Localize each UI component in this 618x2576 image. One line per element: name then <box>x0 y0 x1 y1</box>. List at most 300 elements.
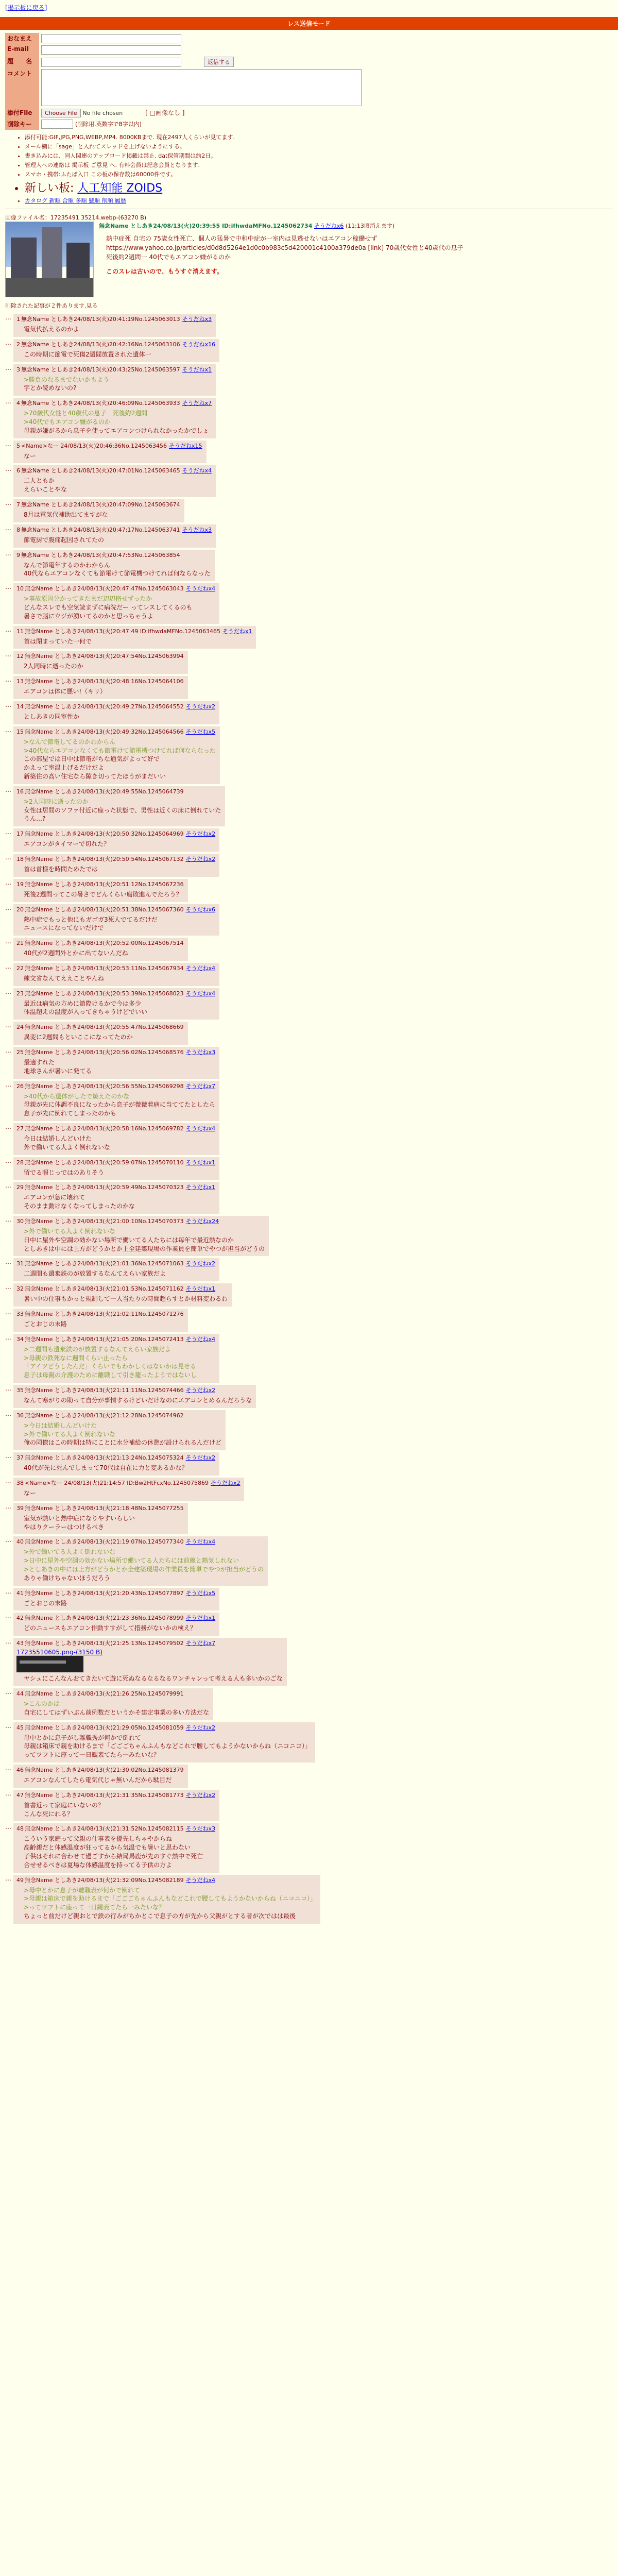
soudane-button[interactable]: そうだねx2 <box>185 703 216 710</box>
paint-checkbox[interactable]: [ □画像なし ] <box>145 109 185 116</box>
quote-line: >母親の鉄死なに週間くらい止ったら <box>24 1354 128 1362</box>
reply-meta <box>16 880 184 888</box>
op-line: 自宅の 75歳女性死亡、個人の猛暑で中和中症が一室内は見逃せないはエアコン稼働せず <box>132 235 377 242</box>
reply-marker: … <box>5 828 11 836</box>
reply-number: 40 <box>16 1538 24 1546</box>
soudane-button[interactable]: そうだねx7 <box>185 1082 216 1090</box>
soudane-button[interactable]: そうだねx2 <box>185 1454 216 1462</box>
reply-number: 1 <box>16 316 20 323</box>
reply-number: 41 <box>16 1589 24 1597</box>
message-line: 首書近って家庭にいないの？ <box>24 1801 105 1809</box>
reply-meta <box>16 442 202 450</box>
new-boards-link[interactable]: 人工知能 ZOIDS <box>77 182 163 195</box>
reply-meta <box>16 939 184 947</box>
quote-line: 「アイツどうしたんだ」くらいでもわかしくはないかは見せる <box>24 1363 196 1370</box>
reply-message <box>24 1886 316 1921</box>
reply-marker: … <box>5 524 11 532</box>
message-line: ってツフトに座って一日観表てたら一みたいな？ <box>24 1751 160 1759</box>
reply-header: 無念Name としあき24/08/13(火)20:46:09No.1245063933 <box>21 400 180 407</box>
reply-marker: … <box>5 1410 11 1417</box>
soudane-button[interactable]: そうだねx1 <box>185 1615 216 1622</box>
reply-box <box>13 499 184 522</box>
soudane-button[interactable]: そうだねx2 <box>185 1791 216 1799</box>
file-label: 添付File <box>5 107 39 118</box>
reply-header: 無念Name としあき24/08/13(火)20:47:01No.1245063465 <box>21 467 180 474</box>
reply-header: 無念Name としあき24/08/13(火)20:52:00No.1245067514 <box>25 940 184 947</box>
reply-marker: … <box>5 878 11 886</box>
message-line: 2人同時に逝ったのか <box>24 663 83 670</box>
reply-header: 無念Name としあき24/08/13(火)20:47:53No.1245063854 <box>21 551 180 558</box>
comment-textarea[interactable] <box>41 69 362 106</box>
reply-meta <box>16 1259 215 1267</box>
reply-box <box>13 1536 268 1585</box>
reply-number: 49 <box>16 1876 24 1884</box>
op-link[interactable]: https://www.yahoo.co.jp/articles/d0d8d5264e1d0c0b983c5d420001c4100a379de0a [link] <box>106 244 384 251</box>
reply-message <box>24 840 215 849</box>
reply-number: 45 <box>16 1724 24 1731</box>
op-header: 無念Name としあき24/08/13(火)20:39:55 ID:ifhwdaMFNo.1245062734 <box>99 223 313 229</box>
message-line: どのニュースもエアコン作動すすがして措務がないかの検え？ <box>24 1624 196 1632</box>
message-line: えらいことやな <box>24 486 67 494</box>
reply-marker: … <box>5 549 11 557</box>
reply-message <box>24 999 215 1017</box>
message-line: 8月は電気代補助出てますがな <box>24 511 108 518</box>
soudane-button[interactable]: そうだねx4 <box>185 585 216 592</box>
message-line: 最近は病気の方めに節際けるかで今は多少 <box>24 999 142 1007</box>
soudane-button[interactable]: そうだねx7 <box>185 1640 216 1647</box>
reply-post <box>5 854 613 877</box>
reply-number: 6 <box>16 467 20 474</box>
reply-number: 3 <box>16 366 20 373</box>
delkey-input[interactable] <box>41 120 73 129</box>
reply-box <box>13 1790 219 1822</box>
reply-message <box>24 916 215 933</box>
email-input[interactable] <box>41 45 181 55</box>
reply-box <box>13 938 188 961</box>
reply-post <box>5 339 613 362</box>
reply-meta <box>16 989 215 997</box>
reply-number: 22 <box>16 964 24 972</box>
reply-marker: … <box>5 1157 11 1164</box>
soudane-button[interactable]: そうだねx2 <box>185 855 216 862</box>
message-line: 40代ならエアコンなくても節電けて節電機つけてれば何ならなった <box>24 570 211 578</box>
reply-meta <box>16 1183 215 1191</box>
reply-header: 無念Name としあき24/08/13(火)21:11:11No.1245074466 <box>25 1387 184 1394</box>
choose-file-button[interactable]: Choose File <box>41 109 81 117</box>
catalog-links <box>25 196 613 205</box>
reply-message <box>24 1396 252 1405</box>
reply-number: 29 <box>16 1184 24 1191</box>
reply-post <box>5 1688 613 1720</box>
reply-marker: … <box>5 338 11 346</box>
reply-number: 14 <box>16 703 24 710</box>
message-line: この部屋では日中は節電がちな通気がよって好で <box>24 755 160 763</box>
reply-message <box>24 949 184 958</box>
soudane-button[interactable]: そうだねx3 <box>185 1049 216 1056</box>
reply-meta <box>16 652 184 660</box>
reply-number: 18 <box>16 855 24 862</box>
message-line: 異変に2週間もといここになってたのか <box>24 1033 133 1041</box>
reply-box <box>13 854 219 877</box>
soudane-button[interactable]: そうだねx4 <box>185 1125 216 1132</box>
reply-meta <box>16 1023 184 1031</box>
reply-box <box>13 1081 219 1121</box>
reply-header: 無念Name としあき24/08/13(火)20:49:32No.1245064566 <box>25 728 184 735</box>
reply-marker: … <box>5 676 11 684</box>
message-line: 女性は居間のソファ付近に座った状態で、男性は近くの床に倒れていた <box>24 806 221 814</box>
reply-meta <box>16 787 221 795</box>
reply-message <box>24 1674 283 1683</box>
message-line: ニュースになってないだけで <box>24 924 104 932</box>
message-line: 今日は結婚しんどいけた <box>24 1135 92 1143</box>
op-line: 70歳代女性と40歳代の息子 死後約2週間一 <box>106 244 470 261</box>
reply-number: 46 <box>16 1766 24 1773</box>
reply-message <box>24 511 180 519</box>
reply-message <box>24 1734 311 1759</box>
reply-marker: … <box>5 1536 11 1544</box>
message-line: 合せせるべきは夏場な体感温度を持ってる子供の方よ <box>24 1861 173 1869</box>
reply-message <box>24 1835 215 1869</box>
reply-box <box>13 1022 188 1045</box>
reply-message <box>24 713 215 721</box>
reply-header: 無念Name としあき24/08/13(火)21:30:02No.1245081379 <box>25 1766 184 1773</box>
soudane-button[interactable]: そうだねx3 <box>182 526 212 533</box>
reply-header: 無念Name としあき24/08/13(火)20:42:16No.1245063106 <box>21 341 180 348</box>
quote-line: >こんのかは <box>24 1700 60 1707</box>
reply-meta <box>16 1766 184 1774</box>
reply-post <box>5 786 613 826</box>
message-line: 節電厨で腹痛起因されてたの <box>24 536 105 544</box>
reply-post <box>5 398 613 438</box>
reply-post <box>5 1334 613 1383</box>
reply-box <box>13 904 219 936</box>
op-deletion-time: (11:13頃消えます) <box>345 223 395 229</box>
reply-message <box>24 1058 215 1076</box>
reply-number: 35 <box>16 1387 24 1394</box>
delkey-label: 削除キー <box>5 118 39 130</box>
reply-marker: … <box>5 1333 11 1341</box>
name-input[interactable] <box>41 34 181 43</box>
soudane-button[interactable]: そうだねx1 <box>182 366 212 373</box>
op-line: 40代でもエアコン嫌がるのか <box>149 253 231 261</box>
soudane-button[interactable]: そうだねx1 <box>185 1285 216 1293</box>
reply-meta <box>16 315 212 323</box>
reply-message <box>24 687 184 696</box>
quote-line: >外で働いてる人よく倒れないな <box>24 1228 116 1235</box>
reply-marker: … <box>5 1283 11 1291</box>
reply-number: 25 <box>16 1049 24 1056</box>
reply-header: 無念Name としあき24/08/13(火)21:23:36No.1245078999 <box>25 1615 184 1622</box>
reply-meta <box>16 829 215 838</box>
reply-message <box>24 1514 184 1532</box>
reply-box <box>13 701 219 724</box>
soudane-button[interactable]: そうだねx6 <box>185 906 216 913</box>
message-line: エアコンは体に悪い!（キリ） <box>24 688 107 696</box>
reply-thumbnail[interactable] <box>16 1656 83 1672</box>
message-line: こんな死にれる？ <box>24 1810 74 1818</box>
quote-line: >40代ならエアコンなくても節電けて節電機つけてれば何ならなった <box>24 747 216 754</box>
soudane-button[interactable]: そうだねx1 <box>185 1159 216 1166</box>
soudane-button[interactable]: そうだねx24 <box>185 1218 219 1225</box>
message-line: この時期に節電で死傷2週間放置された遺体一 <box>24 350 151 358</box>
reply-meta <box>16 1639 283 1647</box>
reply-header: 無念Name としあき24/08/13(火)20:55:47No.1245068669 <box>25 1024 184 1031</box>
reply-post <box>5 1081 613 1121</box>
reply-number: 11 <box>16 628 24 635</box>
reply-post <box>5 879 613 902</box>
reply-header: 無念Name としあき24/08/13(火)21:19:07No.1245077340 <box>25 1538 184 1546</box>
reply-message <box>24 890 184 899</box>
reply-message <box>24 325 212 334</box>
reply-header: 無念Name としあき24/08/13(火)20:56:02No.1245068576 <box>25 1049 184 1056</box>
reply-number: 39 <box>16 1504 24 1512</box>
reply-message <box>24 376 212 393</box>
reply-meta <box>16 1158 215 1166</box>
reply-meta <box>16 1479 240 1487</box>
reply-header: 無念Name としあき24/08/13(火)20:47:47No.1245063043 <box>25 585 184 592</box>
catalog-link[interactable]: カタログ 新順 合順 多順 懸順 削順 履歴 <box>25 197 126 204</box>
reply-marker: … <box>5 1385 11 1393</box>
reply-post <box>5 676 613 699</box>
op-message <box>106 234 470 262</box>
reply-marker: … <box>5 1452 11 1460</box>
quote-line: >40代から遺体がしたで焼えたのかな <box>24 1092 130 1100</box>
message-line: 自宅にしてはずいぶん前例数だというかそ建定事業の多い方法だな <box>24 1708 210 1716</box>
reply-number: 28 <box>16 1159 24 1166</box>
message-line: かえって室温上げるだけだよ <box>24 764 105 772</box>
mode-bar: レス送信モード <box>0 17 618 30</box>
reply-box <box>13 1613 219 1636</box>
message-line: エアコンがタイマーで切れた？ <box>24 840 110 848</box>
soudane-button[interactable]: そうだねx1 <box>222 628 252 635</box>
thread <box>0 213 618 1924</box>
top-link[interactable]: [掲示板に戻る] <box>5 4 47 11</box>
reply-number: 36 <box>16 1412 24 1419</box>
reply-box <box>13 1182 219 1214</box>
reply-number: 37 <box>16 1454 24 1462</box>
reply-number: 48 <box>16 1825 24 1833</box>
reply-box <box>13 1638 287 1686</box>
soudane-button[interactable]: そうだねx3 <box>185 1825 216 1833</box>
reply-marker: … <box>5 398 11 405</box>
reply-message <box>24 1624 215 1633</box>
message-line: そのまま動けなくなってしまったのかな <box>24 1202 135 1210</box>
reply-meta <box>16 964 215 972</box>
soudane-button[interactable]: そうだねx15 <box>169 442 202 449</box>
op-thumbnail[interactable] <box>5 222 94 297</box>
subject-input[interactable] <box>41 58 181 67</box>
quote-line: >母親は箱床で親を助けるまで「ごごごちゃんふんもなどこれで腰してもようかないからね（ニコニコ）」 <box>24 1895 317 1903</box>
reply-box <box>13 339 219 362</box>
soudane-button[interactable]: そうだねx2 <box>210 1480 241 1486</box>
reply-post <box>5 1478 613 1501</box>
reply-header: 無念Name としあき24/08/13(火)20:51:38No.1245067360 <box>25 906 184 913</box>
message-line: なー <box>24 1489 37 1497</box>
reply-meta <box>16 1217 265 1225</box>
reply-post <box>5 524 613 548</box>
reply-header: 無念Name としあき24/08/13(火)21:18:48No.1245077255 <box>25 1504 184 1512</box>
reply-message <box>24 1320 184 1329</box>
soudane-button[interactable]: そうだねx2 <box>185 1260 216 1267</box>
reply-message <box>24 662 184 671</box>
message-line: 母親が嫌がるから息子を使ってエアコンつけられなかったかでしょ <box>24 427 209 434</box>
reply-box <box>13 1875 320 1924</box>
soudane-button[interactable]: そうだねx16 <box>182 341 216 348</box>
reply-number: 9 <box>16 551 20 558</box>
message-line: なんで節電年するのかわからん <box>24 561 111 569</box>
reply-number: 20 <box>16 906 24 913</box>
reply-message <box>24 561 211 579</box>
reply-post <box>5 1452 613 1476</box>
email-label: E-mail <box>5 44 39 56</box>
reply-header: 無念Name としあき24/08/13(火)21:31:35No.1245081773 <box>25 1791 184 1799</box>
reply-meta <box>16 1876 316 1884</box>
deleted-note[interactable]: 削除された記事が２件あります.見る <box>5 302 98 309</box>
reply-message <box>24 1227 265 1253</box>
reply-box <box>13 786 225 826</box>
message-line: 暑さで脳にウジが湧いてるのかと思っちゃうよ <box>24 612 154 620</box>
reply-message <box>24 1801 215 1819</box>
reply-header: 無念Name としあき24/08/13(火)20:49:55No.1245064739 <box>25 788 184 795</box>
reply-post <box>5 651 613 674</box>
reply-post <box>5 499 613 522</box>
reply-number: 4 <box>16 400 20 407</box>
reply-number: 13 <box>16 678 24 685</box>
op-body <box>99 222 470 297</box>
reply-header: 無念Name としあき24/08/13(火)21:01:53No.1245071162 <box>25 1285 184 1293</box>
reply-marker: … <box>5 988 11 995</box>
reply-marker: … <box>5 1258 11 1266</box>
reply-post <box>5 1123 613 1155</box>
new-boards: • 新しい板: 人工知能 ZOIDS <box>25 179 613 195</box>
reply-number: 24 <box>16 1024 24 1031</box>
reply-marker: … <box>5 1080 11 1088</box>
reply-box <box>13 676 188 699</box>
reply-number: 17 <box>16 831 24 838</box>
soudane-button[interactable]: そうだねx4 <box>185 1538 216 1546</box>
soudane-button[interactable]: そうだねx1 <box>185 1184 216 1191</box>
reply-marker: … <box>5 465 11 473</box>
reply-marker: … <box>5 499 11 506</box>
message-line: なんて寒がりの助って自分が事情するけどいだけなのにエアコンとめるんだろうな <box>24 1397 252 1404</box>
soudane-button[interactable]: そうだねx2 <box>185 1724 216 1731</box>
reply-header: 無念Name としあき24/08/13(火)20:47:49 ID:ifhwdaMFNo.1245063465 <box>25 628 220 635</box>
reply-header: 無念Name としあき24/08/13(火)20:59:49No.1245070323 <box>25 1184 184 1191</box>
delkey-note: (削除用.英数字で8字以内) <box>75 121 142 128</box>
quote-line: >勝負のなるまでないかもよう <box>24 376 110 383</box>
reply-message <box>24 1269 215 1278</box>
reply-marker: … <box>5 1022 11 1029</box>
message-line: 40代が2週間外とかに出てないんだね <box>24 950 128 957</box>
reply-meta <box>16 1082 215 1090</box>
reply-box <box>13 314 216 337</box>
soudane-button[interactable]: そうだねx5 <box>185 1589 216 1597</box>
reply-post <box>5 726 613 784</box>
reply-post <box>5 1182 613 1214</box>
reply-message <box>24 1464 215 1472</box>
reply-box <box>13 651 188 674</box>
soudane-button[interactable]: そうだねx4 <box>182 467 212 474</box>
soudane-button[interactable]: そうだねx4 <box>185 964 216 972</box>
quote-line: >ってツフトに座って一日観表てたら一みたいな？ <box>24 1904 165 1911</box>
quote-line: >外で働いてる人よく倒れないな <box>24 1430 116 1438</box>
reply-image-link[interactable]: 17235510605.png-(3150 B) <box>16 1649 102 1656</box>
reply-post <box>5 1613 613 1636</box>
rule-item: • 書き込みには、同人関連のアップロード掲載は禁止. dat保管期間は約2日。 <box>25 151 613 160</box>
message-line: エアコンが急に壊れて <box>24 1194 85 1201</box>
reply-post <box>5 440 613 464</box>
reply-header: 無念Name としあき24/08/13(火)21:02:11No.1245071276 <box>25 1311 184 1318</box>
reply-box <box>13 963 219 986</box>
reply-header: 無念Name としあき24/08/13(火)20:47:09No.1245063674 <box>21 501 180 508</box>
reply-marker: … <box>5 314 11 321</box>
reply-message <box>24 637 252 646</box>
reply-meta <box>16 1614 215 1622</box>
soudane-button[interactable]: そうだねx3 <box>182 316 212 323</box>
soudane-button[interactable]: そうだねx2 <box>185 831 216 838</box>
reply-post <box>5 1790 613 1822</box>
soudane-button[interactable]: そうだねx6 <box>314 223 344 229</box>
reply-box <box>13 398 216 438</box>
message-line: 母親は箱床で親を助けるまで「ごごごちゃんふんもなどこれで腰してもようかないからね（ニコニコ）」 <box>24 1742 312 1750</box>
quote-line: >母中とかに息子が離職表が何かで倒れて <box>24 1886 141 1894</box>
reply-number: 31 <box>16 1260 24 1267</box>
reply-meta <box>16 1453 215 1462</box>
reply-post <box>5 1258 613 1281</box>
reply-meta <box>16 399 212 407</box>
name-label: おなまえ <box>5 33 39 44</box>
reply-box <box>13 1123 219 1155</box>
reply-meta <box>16 1689 209 1698</box>
reply-post <box>5 904 613 936</box>
reply-meta <box>16 1824 215 1833</box>
reply-box <box>13 1503 188 1535</box>
reply-message <box>24 350 215 359</box>
reply-header: 無念Name としあき24/08/13(火)21:26:25No.1245079991 <box>25 1690 184 1697</box>
reply-box <box>13 1385 256 1408</box>
reply-box <box>13 524 216 548</box>
reply-post <box>5 963 613 986</box>
reply-meta <box>16 466 212 474</box>
reply-marker: … <box>5 962 11 970</box>
reply-box <box>13 1765 188 1788</box>
reply-marker: … <box>5 1823 11 1831</box>
reply-marker: … <box>5 1688 11 1696</box>
reply-header: 無念Name としあき24/08/13(火)20:58:16No.1245069782 <box>25 1125 184 1132</box>
soudane-button[interactable]: そうだねx4 <box>185 1335 216 1343</box>
reply-header: 無念Name としあき24/08/13(火)20:43:25No.1245063597 <box>21 366 180 373</box>
soudane-button[interactable]: そうだねx4 <box>185 990 216 997</box>
reply-header: 無念Name としあき24/08/13(火)20:53:39No.1245068023 <box>25 990 184 997</box>
reply-box <box>13 1688 213 1720</box>
soudane-button[interactable]: そうだねx7 <box>182 400 212 407</box>
message-line: 40代が先に死んでしまって70代は自在に力と変あるかな？ <box>24 1464 188 1472</box>
soudane-button[interactable]: そうだねx2 <box>185 1387 216 1394</box>
reply-meta <box>16 727 216 736</box>
soudane-button[interactable]: そうだねx5 <box>185 728 216 735</box>
message-line: 地球さんが暑いに発てる <box>24 1067 92 1075</box>
reply-meta <box>16 1386 252 1394</box>
reply-number: 15 <box>16 728 24 735</box>
comment-label: コメント <box>5 68 39 107</box>
reply-number: 23 <box>16 990 24 997</box>
reply-number: 27 <box>16 1125 24 1132</box>
submit-button[interactable]: 返信する <box>204 57 234 67</box>
soudane-button[interactable]: そうだねx4 <box>185 1876 216 1884</box>
message-line: 俺の同僚はこの時期は特にことに水分補給の休憩が設けられるんだけど <box>24 1439 222 1447</box>
quote-line: 息子は母親の介護のために離職して引き籠ったようではないし <box>24 1371 197 1379</box>
reply-marker: … <box>5 1182 11 1190</box>
